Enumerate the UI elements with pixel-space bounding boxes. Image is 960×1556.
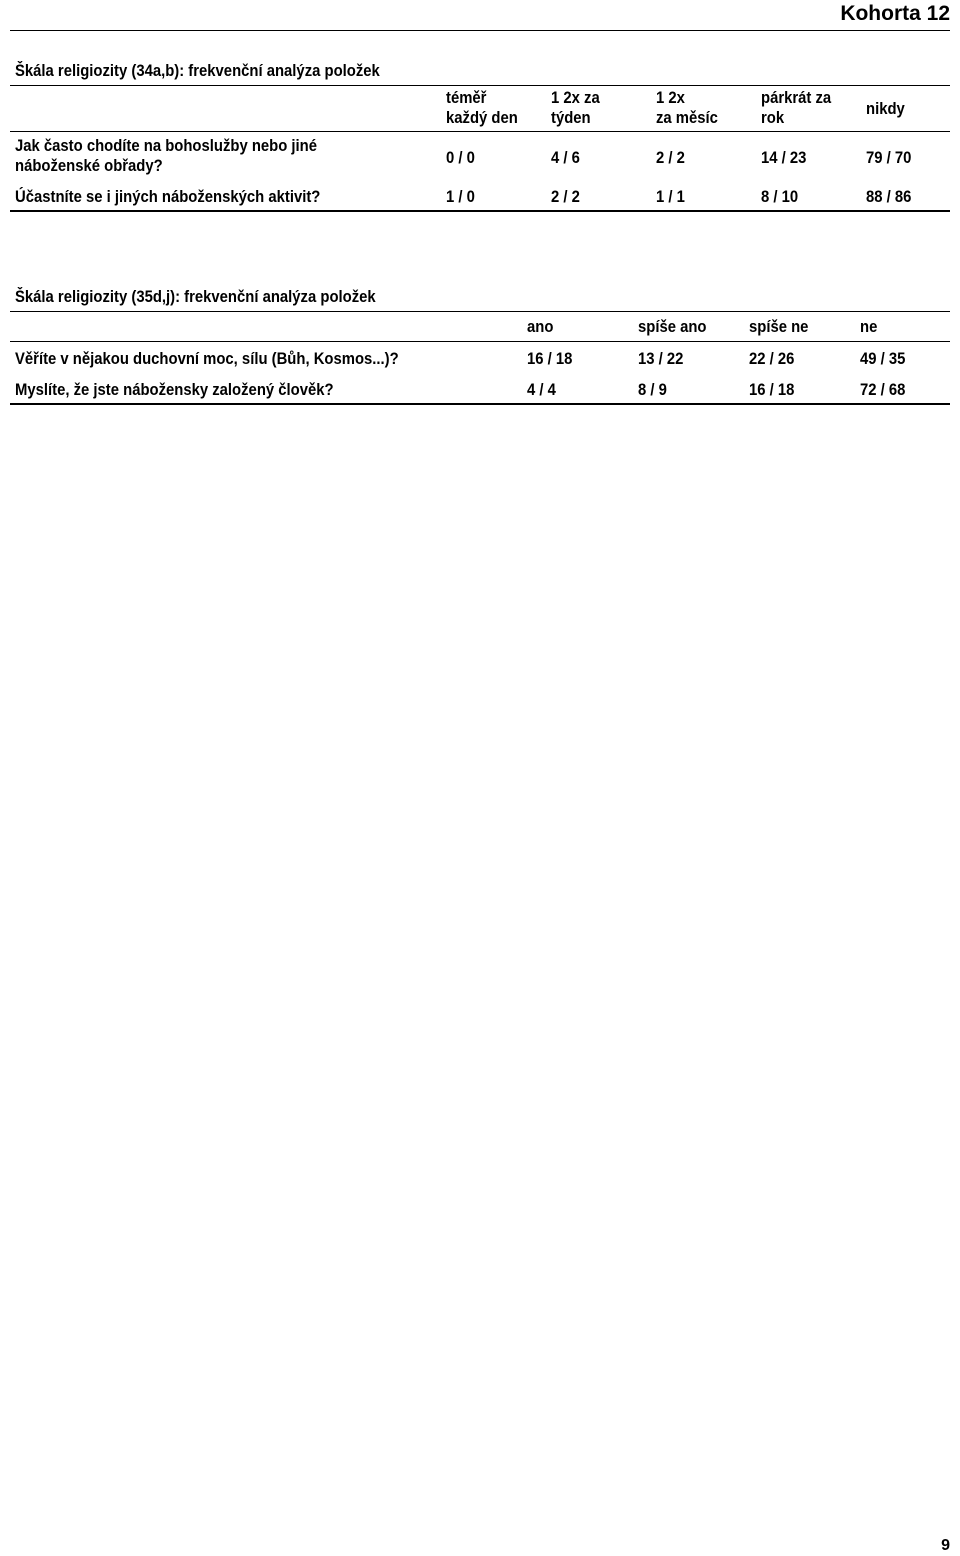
s1-bottom-rule	[10, 210, 950, 212]
s1-col-header-4: párkrát za rok	[761, 89, 832, 127]
s2-row2-value-4: 72 / 68	[860, 381, 906, 399]
s1-row1-value-1: 0 / 0	[446, 149, 475, 167]
s2-row2-value-1: 4 / 4	[527, 381, 556, 399]
header-rule	[10, 30, 950, 31]
s2-header-rule	[10, 341, 950, 342]
s2-row1-value-4: 49 / 35	[860, 350, 906, 368]
s2-row1-value-2: 13 / 22	[638, 350, 684, 368]
s2-row2-value-3: 16 / 18	[749, 381, 795, 399]
s1-row1-value-3: 2 / 2	[656, 149, 685, 167]
s1-row2-value-1: 1 / 0	[446, 188, 475, 206]
s1-row1-value-5: 79 / 70	[866, 149, 912, 167]
section1-title: Škála religiozity (34a,b): frekvenční analýza položek	[15, 62, 380, 80]
page-header-title: Kohorta 12	[840, 2, 950, 25]
s2-col-header-3: spíše ne	[749, 318, 809, 336]
s2-col-header-2: spíše ano	[638, 318, 707, 336]
s2-bottom-rule	[10, 403, 950, 405]
s1-row2-value-2: 2 / 2	[551, 188, 580, 206]
section1-title-rule	[10, 85, 950, 86]
s2-row1-question: Věříte v nějakou duchovní moc, sílu (Bůh, Kosmos...)?	[15, 350, 399, 368]
page-number: 9	[941, 1537, 950, 1554]
s1-header-rule	[10, 131, 950, 132]
s2-row1-value-3: 22 / 26	[749, 350, 795, 368]
s1-row1-value-2: 4 / 6	[551, 149, 580, 167]
s1-row1-value-4: 14 / 23	[761, 149, 807, 167]
s2-col-header-4: ne	[860, 318, 878, 336]
s2-row2-question: Myslíte, že jste nábožensky založený člověk?	[15, 381, 334, 399]
s2-col-header-1: ano	[527, 318, 554, 336]
section2-title-rule	[10, 311, 950, 312]
s1-col-header-1: téměř každý den	[446, 89, 518, 127]
s1-col-header-3: 1 2x za měsíc	[656, 89, 718, 127]
s1-row2-value-4: 8 / 10	[761, 188, 799, 206]
s1-col-header-2: 1 2x za týden	[551, 89, 600, 127]
s2-row2-value-2: 8 / 9	[638, 381, 667, 399]
s1-col-header-5: nikdy	[866, 100, 905, 118]
s1-row2-value-3: 1 / 1	[656, 188, 685, 206]
s1-row2-question: Účastníte se i jiných náboženských aktivit?	[15, 188, 321, 206]
section2-title: Škála religiozity (35d,j): frekvenční analýza položek	[15, 288, 376, 306]
s1-row1-question: Jak často chodíte na bohoslužby nebo jiné náboženské obřady?	[15, 137, 318, 175]
s1-row2-value-5: 88 / 86	[866, 188, 912, 206]
s2-row1-value-1: 16 / 18	[527, 350, 573, 368]
